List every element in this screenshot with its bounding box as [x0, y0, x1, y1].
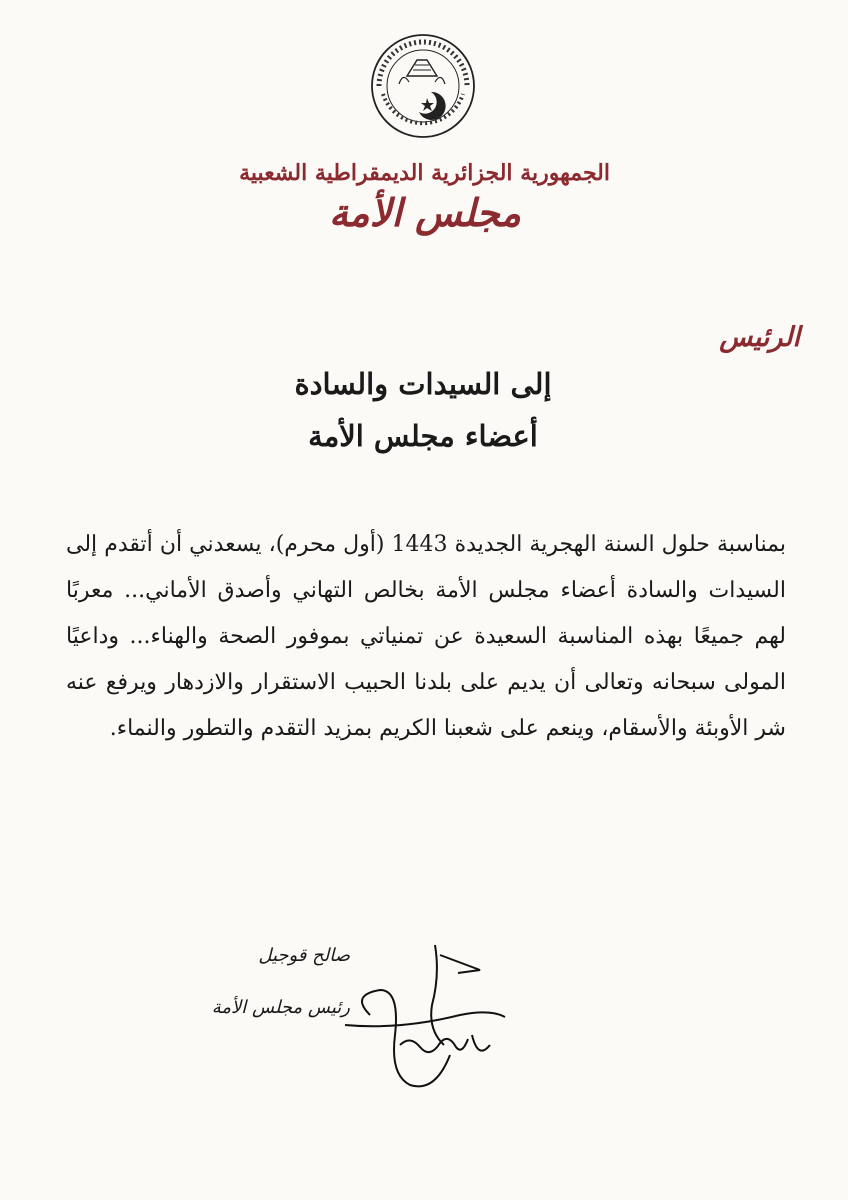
- republic-name: الجمهورية الجزائرية الديمقراطية الشعبية: [239, 160, 610, 186]
- addressee-line-1: إلى السيدات والسادة: [294, 367, 552, 401]
- signatory-name: صالح قوجيل: [258, 945, 350, 966]
- state-emblem-icon: [369, 32, 477, 140]
- signatory-title: رئيس مجلس الأمة: [211, 997, 350, 1018]
- handwritten-signature: [340, 935, 510, 1095]
- addressee: [200, 358, 646, 462]
- president-mark: الرئيس: [719, 322, 800, 353]
- council-name: مجلس الأمة: [328, 190, 522, 235]
- letterhead: [240, 158, 610, 238]
- addressee-line-2: أعضاء مجلس الأمة: [308, 419, 538, 453]
- signature-block: [150, 930, 350, 1034]
- letter-body: بمناسبة حلول السنة الهجرية الجديدة 1443 (أول محرم)، يسعدني أن أتقدم إلى السيدات والسادة أعضاء مجلس الأمة بخالص التهاني وأصدق الأماني... معربًا لهم جميعًا بهذه المناسبة السعيدة عن تمنياتي بموفور الصحة والهناء... وداعيًا المولى سبحانه وتعالى أن يديم على بلدنا الحبيب الاستقرار والازدهار ويرفع عنه شر الأوبئة والأسقام، وينعم على شعبنا الكريم بمزيد التقدم والتطور والنماء.: [66, 532, 786, 741]
